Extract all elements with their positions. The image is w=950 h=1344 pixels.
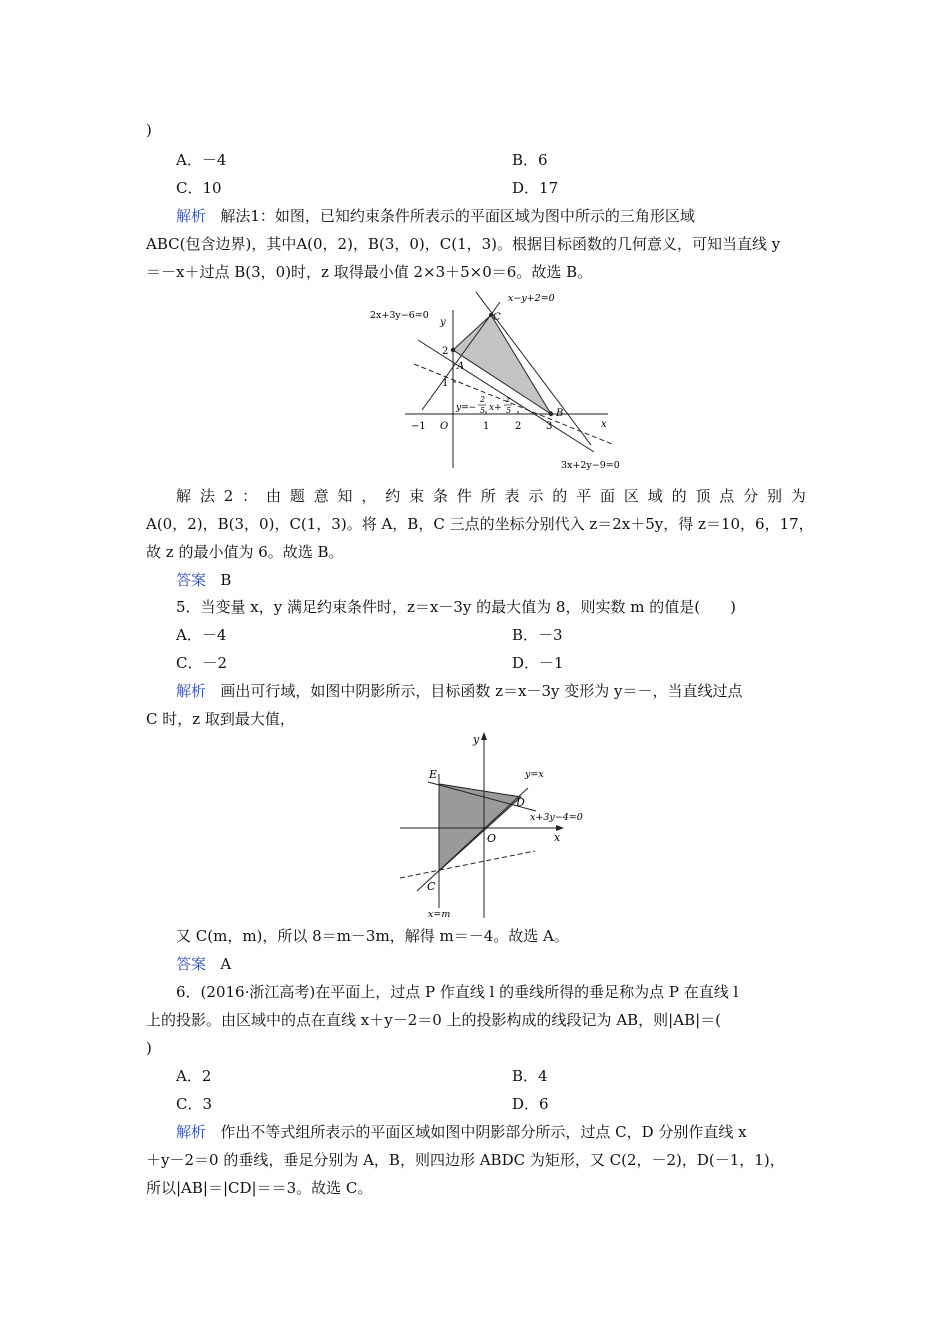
label-line-yx: y=x <box>525 769 544 780</box>
q5-option-a: A．－4 <box>176 626 227 644</box>
label-line-xy2: x−y+2=0 <box>508 293 555 304</box>
q5-jiexi-label: 解析 <box>176 682 207 700</box>
justified-char: ： <box>242 487 258 505</box>
q4-option-b: B．6 <box>512 151 548 169</box>
vertex-a <box>451 348 455 352</box>
label-y-axis: y <box>473 733 480 746</box>
justified-char: 由 <box>265 487 281 505</box>
q6-option-c: C．3 <box>176 1095 213 1113</box>
q4-answer-value: B <box>220 571 232 589</box>
svg-text:z: z <box>506 395 511 404</box>
label-origin: O <box>487 832 497 845</box>
label-line-3x2y9: 3x+2y−9=0 <box>561 460 620 471</box>
q4-jiexi-label: 解析 <box>176 207 207 225</box>
label-e: E <box>429 768 438 781</box>
q5-answer <box>176 954 231 974</box>
label-d: D <box>516 796 525 809</box>
q4-answer-label: 答案 <box>176 571 207 589</box>
justified-char: 别 <box>767 487 783 505</box>
q5-sol-text1: 画出可行域，如图中阴影所示，目标函数 z＝x－3y 变形为 y＝－，当直线过点 <box>220 682 743 700</box>
q6-stem-line2: 上的投影。由区域中的点在直线 x＋y－2＝0 上的投影构成的线段记为 AB，则|AB|＝( <box>146 1011 721 1029</box>
q5-answer-label: 答案 <box>176 955 207 973</box>
justified-char: ， <box>361 487 377 505</box>
q4-solution1-line1 <box>176 206 695 226</box>
tick-label-x-neg1: −1 <box>411 421 426 432</box>
q6-option-a: A．2 <box>176 1067 212 1085</box>
justified-char: 解 <box>176 487 192 505</box>
q4-option-a: A．－4 <box>176 151 227 169</box>
justified-char: 的 <box>552 487 568 505</box>
justified-char: 面 <box>600 487 616 505</box>
q5-solution-line3: 又 C(m，m)，所以 8＝m－3m，解得 m＝－4。故选 A。 <box>176 927 569 945</box>
label-y-axis: y <box>440 317 446 328</box>
justified-char: 区 <box>623 487 639 505</box>
q6-option-b: B．4 <box>512 1067 548 1085</box>
q4-paren-close: ) <box>146 121 152 139</box>
q6-solution-line2: ＋y－2＝0 的垂线，垂足分别为 A，B，则四边形 ABDC 为矩形，又 C(2，－2)，D(－1，1)， <box>146 1151 785 1169</box>
justified-char: 件 <box>456 487 472 505</box>
q4-solution1-line2: ABC(包含边界)，其中A(0，2)，B(3，0)，C(1，3)。根据目标函数的几何意义，可知当直线 y <box>146 235 781 253</box>
svg-text:5: 5 <box>506 406 512 415</box>
q6-sol-text1: 作出不等式组所表示的平面区域如图中阴影部分所示，过点 C，D 分别作直线 x <box>220 1123 747 1141</box>
q6-option-d: D．6 <box>512 1095 549 1113</box>
q4-answer <box>176 570 231 590</box>
q5-solution-line1 <box>176 681 743 701</box>
label-line-xm: x=m <box>428 909 451 920</box>
justified-char: 的 <box>671 487 687 505</box>
q6-solution-line1 <box>176 1122 747 1142</box>
q5-stem: 5．当变量 x，y 满足约束条件时，z＝x－3y 的最大值为 8，则实数 m 的值是( ) <box>176 598 736 616</box>
q6-solution-line3: 所以|AB|＝|CD|＝＝3。故选 C。 <box>146 1179 373 1197</box>
label-line-2x3y: 2x+3y−6=0 <box>370 310 429 321</box>
tick-label-y-1: 1 <box>442 378 449 389</box>
justified-char: 为 <box>790 487 806 505</box>
q5-option-c: C．－2 <box>176 654 228 672</box>
justified-char: 意 <box>313 487 329 505</box>
q4-solution2-line3: 故 z 的最小值为 6。故选 B。 <box>146 543 344 561</box>
label-c: C <box>493 312 501 323</box>
justified-char: 法 <box>199 487 215 505</box>
q6-jiexi-label: 解析 <box>176 1123 207 1141</box>
justified-char: 所 <box>480 487 496 505</box>
justified-char: 域 <box>647 487 663 505</box>
justified-char: 束 <box>409 487 425 505</box>
q5-option-b: B．－3 <box>512 626 563 644</box>
justified-char: 分 <box>743 487 759 505</box>
label-c: C <box>427 880 436 893</box>
label-dashed-line <box>455 395 512 415</box>
justified-char: 表 <box>504 487 520 505</box>
label-a: A <box>457 361 465 372</box>
q4-option-c: C．10 <box>176 179 222 197</box>
justified-char: 条 <box>432 487 448 505</box>
y-axis-arrow <box>481 732 487 740</box>
label-b: B <box>556 408 564 419</box>
tick-label-x-2: 2 <box>515 421 522 432</box>
q4-figure <box>360 290 630 475</box>
svg-text:x+: x+ <box>489 403 502 413</box>
tick-label-x-1: 1 <box>483 421 490 432</box>
justified-char: 知 <box>337 487 353 505</box>
q4-solution2-line2: A(0，2)，B(3，0)，C(1，3)。将 A，B，C 三点的坐标分别代入 z＝2x＋5y，得 z＝10，6，17， <box>146 515 814 533</box>
justified-char: 2 <box>223 487 234 505</box>
justified-char: 示 <box>528 487 544 505</box>
q5-solution-line2: C 时，z 取到最大值， <box>146 710 295 728</box>
q4-solution1-line3: ＝－x＋过点 B(3，0)时，z 取得最小值 2×3＋5×0＝6。故选 B。 <box>146 263 593 281</box>
tick-label-y-2: 2 <box>442 346 449 357</box>
q5-answer-value: A <box>220 955 232 973</box>
justified-char: 约 <box>385 487 401 505</box>
tick-label-x-3: 3 <box>546 421 553 432</box>
justified-char: 平 <box>576 487 592 505</box>
q4-option-d: D．17 <box>512 179 559 197</box>
justified-char: 顶 <box>695 487 711 505</box>
label-x-axis: x <box>601 419 607 430</box>
svg-text:5: 5 <box>480 406 486 415</box>
q4-sol1-text1: 解法1：如图，已知约束条件所表示的平面区域为图中所示的三角形区域 <box>220 207 695 225</box>
justified-char: 点 <box>719 487 735 505</box>
q6-stem-line1: 6．(2016·浙江高考)在平面上，过点 P 作直线 l 的垂线所得的垂足称为点 P 在直线 l <box>176 983 739 1001</box>
label-origin: O <box>440 421 449 432</box>
q5-figure <box>390 728 600 923</box>
dashed-objective-line <box>400 851 535 878</box>
label-x-axis: x <box>554 831 561 844</box>
svg-text:y=−: y=− <box>456 403 477 413</box>
q4-solution2-line1 <box>176 486 806 506</box>
feasible-region-abc <box>453 315 551 414</box>
svg-text:2: 2 <box>480 395 486 404</box>
q6-stem-line3: ) <box>146 1039 152 1057</box>
q5-option-d: D．－1 <box>512 654 564 672</box>
justified-char: 题 <box>289 487 305 505</box>
label-line-x3y4: x+3y−4=0 <box>530 812 583 823</box>
